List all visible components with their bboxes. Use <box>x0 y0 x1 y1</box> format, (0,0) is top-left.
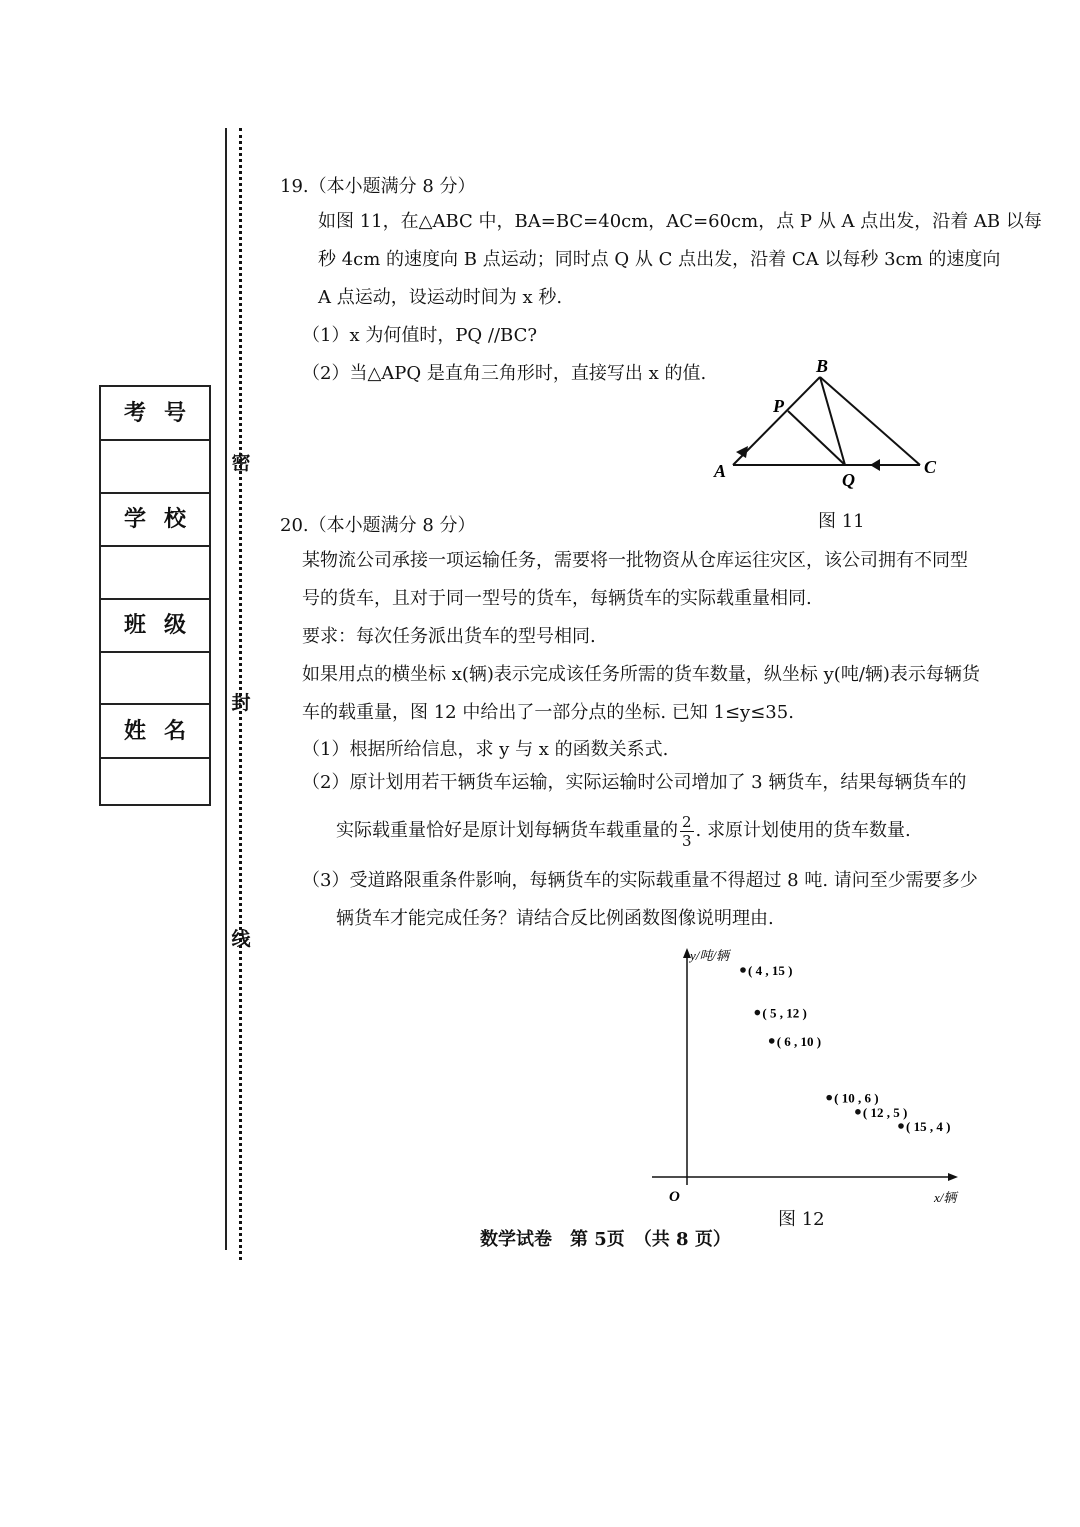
data-point <box>755 1010 761 1016</box>
arrow-c-to-a-icon <box>870 459 880 471</box>
data-point <box>855 1109 861 1115</box>
q20-part2a: （2）原计划用若干辆货车运输，实际运输时公司增加了 3 辆货车，结果每辆货车的 <box>302 772 967 793</box>
data-point-label: ( 5 , 12 ) <box>762 1005 807 1021</box>
info-divider <box>101 545 209 547</box>
q20-line3: 要求：每次任务派出货车的型号相同. <box>302 626 596 647</box>
q19-line1: 如图 11，在△ABC 中，BA=BC=40cm，AC=60cm，点 P 从 A 点出发，沿着 AB 以每 <box>318 211 1042 232</box>
seal-char-xian: 线 <box>231 928 251 950</box>
data-point <box>740 967 746 973</box>
q20-title: 20.（本小题满分 8 分） <box>280 515 476 536</box>
label-exam-number: 考号 <box>123 400 204 426</box>
point-label-c: C <box>924 457 937 477</box>
q20-part3a: （3）受道路限重条件影响，每辆货车的实际载重量不得超过 8 吨. 请问至少需要多少 <box>302 870 978 891</box>
figure-12-chart <box>640 940 970 1210</box>
q19-part2: （2）当△APQ 是直角三角形时，直接写出 x 的值. <box>302 363 707 384</box>
fraction-denominator: 3 <box>682 831 692 850</box>
y-axis-label: y/吨/辆 <box>690 948 729 963</box>
label-class: 班级 <box>123 612 204 638</box>
q20-part3b: 辆货车才能完成任务？请结合反比例函数图像说明理由. <box>336 908 774 929</box>
figure-12-caption: 图 12 <box>778 1209 825 1230</box>
data-point-label: ( 12 , 5 ) <box>862 1104 908 1120</box>
data-point <box>826 1095 832 1101</box>
data-point-label: ( 15 , 4 ) <box>906 1119 951 1134</box>
origin-label: O <box>669 1189 680 1205</box>
seal-char-mi: 密 <box>231 452 251 474</box>
q20-part2b-pre: 实际载重量恰好是原计划每辆货车载重量的 <box>336 820 678 841</box>
q19-line2: 秒 4cm 的速度向 B 点运动；同时点 Q 从 C 点出发，沿着 CA 以每秒 3cm 的速度向 <box>318 249 1001 270</box>
point-label-p: P <box>773 396 784 416</box>
fraction-numerator: 2 <box>682 812 692 831</box>
q19-part1: （1）x 为何值时，PQ //BC? <box>302 325 538 346</box>
q20-line5: 车的载重量，图 12 中给出了一部分点的坐标. 已知 1≤y≤35. <box>302 702 794 723</box>
point-label-a: A <box>714 461 727 481</box>
q20-part1: （1）根据所给信息，求 y 与 x 的函数关系式. <box>302 739 669 760</box>
figure-11-caption: 图 11 <box>818 511 865 532</box>
figure-11-triangle <box>700 350 960 500</box>
q19-title: 19.（本小题满分 8 分） <box>280 176 476 197</box>
data-point-label: ( 10 , 6 ) <box>834 1090 879 1106</box>
info-divider <box>101 439 209 441</box>
label-name: 姓名 <box>123 718 204 744</box>
page-footer: 数学试卷 第 5页 （共 8 页） <box>480 1229 731 1250</box>
info-divider <box>101 757 209 759</box>
data-point <box>769 1038 775 1044</box>
data-point-label: ( 6 , 10 ) <box>776 1033 822 1049</box>
student-info-box <box>99 385 211 806</box>
x-axis-label: x/辆 <box>934 1190 957 1205</box>
q20-part2b <box>336 812 911 850</box>
point-label-q: Q <box>842 470 855 490</box>
q20-part2b-post: . 求原计划使用的货车数量. <box>695 820 911 841</box>
point-label-b: B <box>816 356 829 376</box>
segment-bc <box>820 377 920 465</box>
q20-line1: 某物流公司承接一项运输任务，需要将一批物资从仓库运往灾区，该公司拥有不同型 <box>302 550 968 571</box>
seal-char-feng: 封 <box>231 692 251 714</box>
scatter-points <box>740 963 950 1134</box>
label-school: 学校 <box>123 506 204 532</box>
q20-line2: 号的货车，且对于同一型号的货车，每辆货车的实际载重量相同. <box>302 588 812 609</box>
info-divider <box>101 651 209 653</box>
q19-line3: A 点运动，设运动时间为 x 秒. <box>318 287 563 308</box>
q20-line4: 如果用点的横坐标 x(辆)表示完成该任务所需的货车数量，纵坐标 y(吨/辆)表示每辆货 <box>302 664 980 685</box>
data-point <box>898 1123 904 1129</box>
data-point-label: ( 4 , 15 ) <box>748 963 793 978</box>
fraction-two-thirds <box>680 813 694 850</box>
binding-line-solid <box>225 128 227 1250</box>
x-axis-arrow-icon <box>948 1173 958 1181</box>
